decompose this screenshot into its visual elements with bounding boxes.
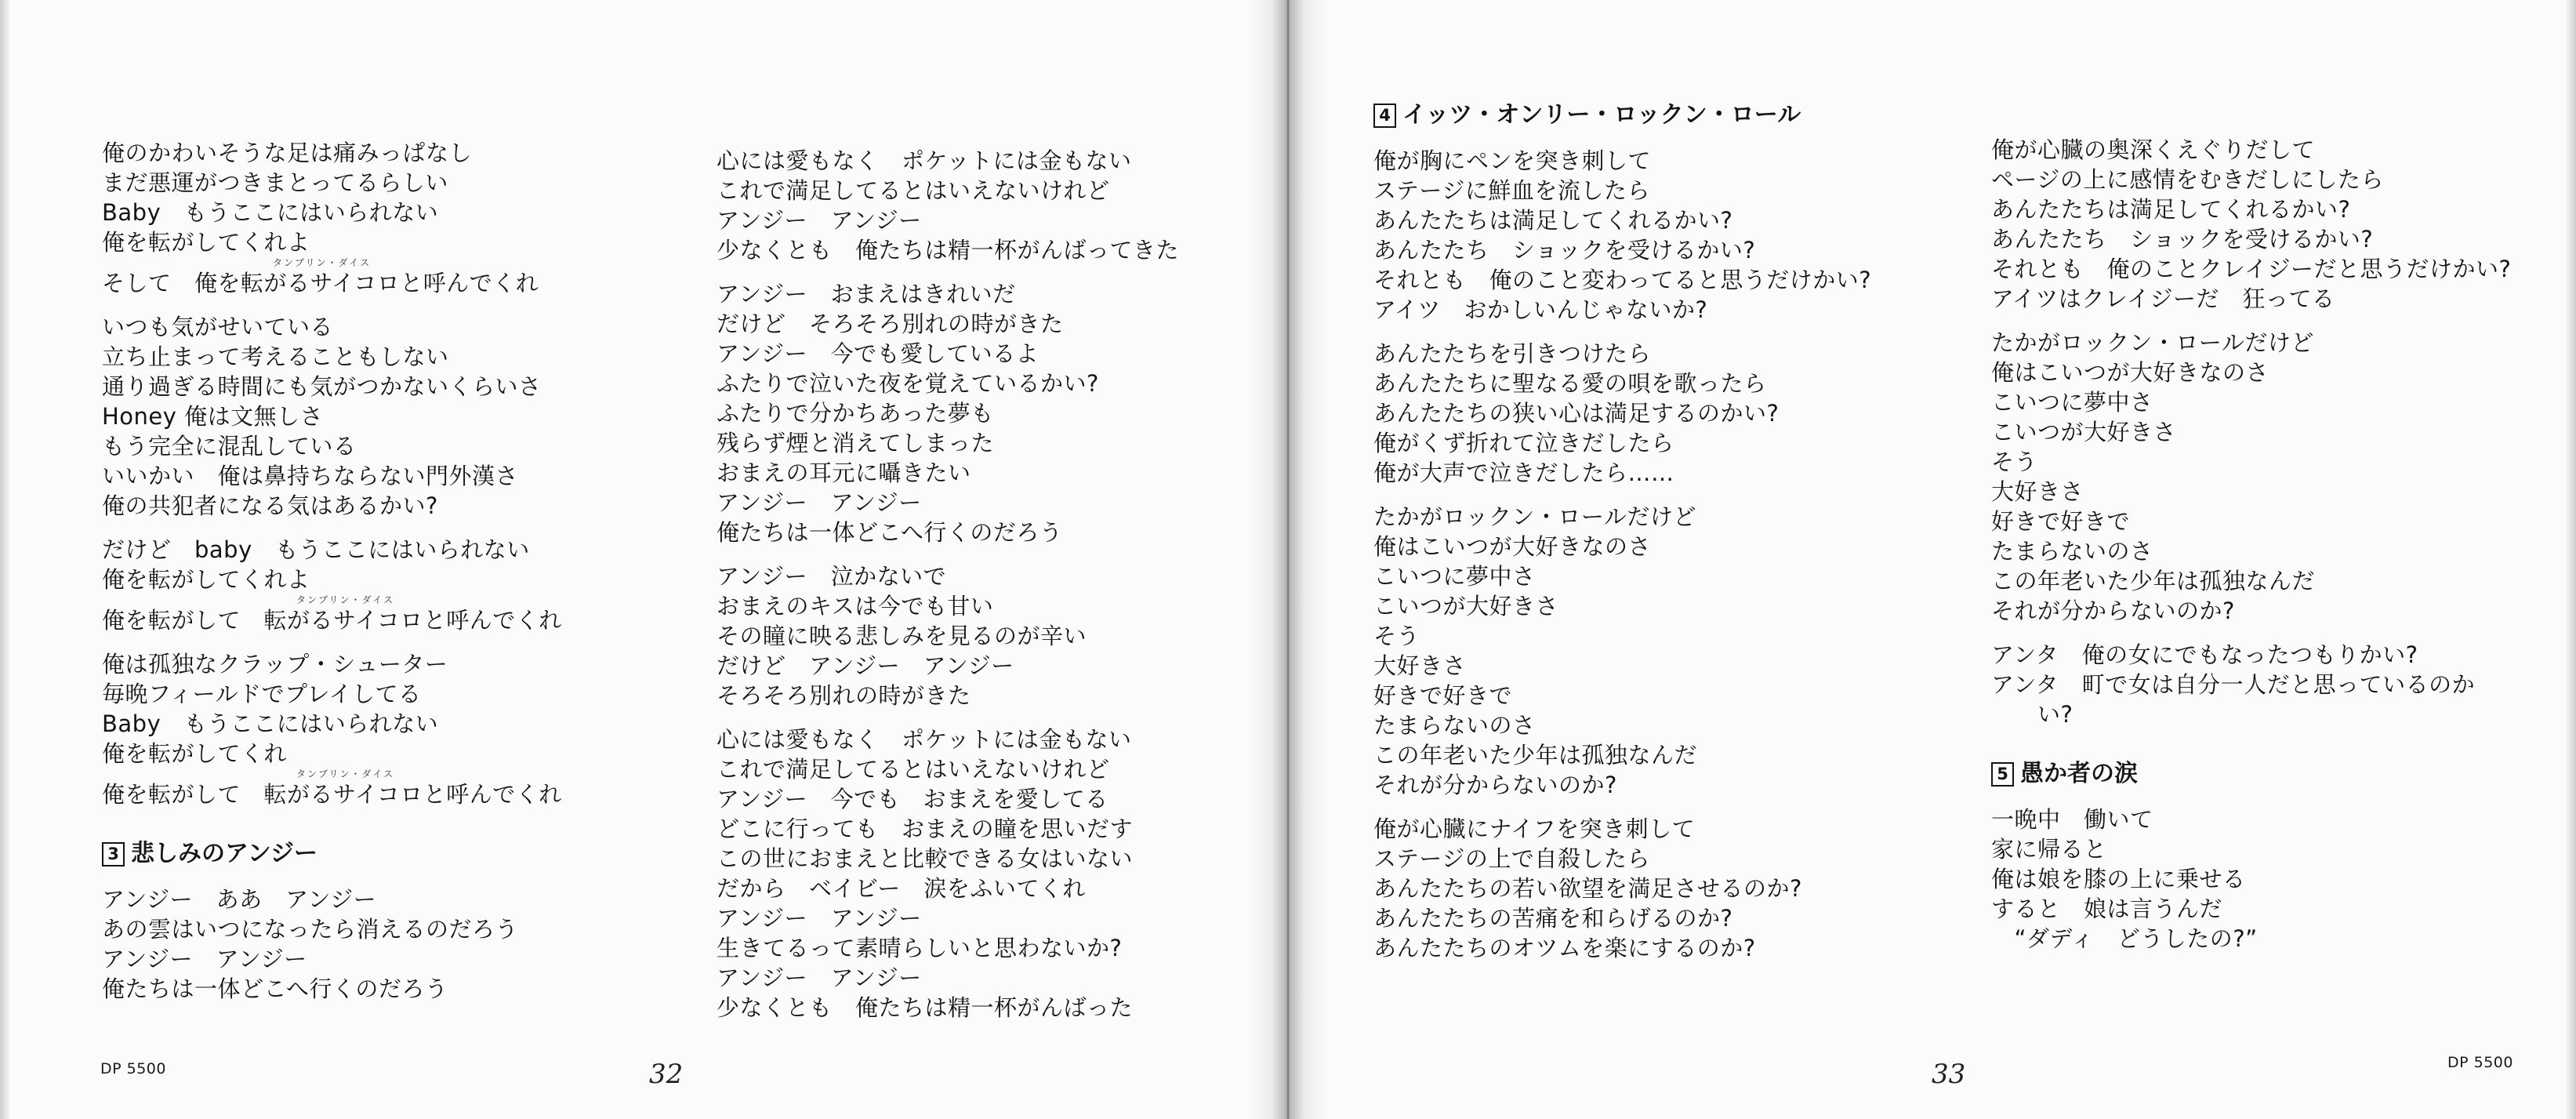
- track-number-badge: 4: [1373, 104, 1396, 128]
- lyric-line: 俺はこいつが大好きなのさ: [1373, 533, 1652, 560]
- fools-tears-verse-1: [1991, 805, 2524, 954]
- left-page-column-1: [102, 138, 706, 1004]
- right-page-column-1: [1373, 99, 1969, 963]
- lyric-line: アンジー アンジー: [717, 965, 922, 991]
- lyric-line: いつも気がせいている: [102, 314, 334, 340]
- tumbling-dice-verse-4: [102, 649, 706, 809]
- lyric-line: あんたたち ショックを受けるかい?: [1373, 237, 1756, 263]
- track-title: 愚か者の涙: [2020, 760, 2138, 787]
- left-page-column-2: [717, 146, 1234, 1023]
- track-number-badge: 5: [1991, 762, 2014, 787]
- lyric-line: おまえの耳元に囁きたい: [717, 460, 971, 486]
- angie-verse-3: [717, 279, 1234, 547]
- rock-n-roll-verse-3: [1373, 814, 1969, 963]
- track-number-badge: 3: [102, 842, 125, 866]
- lyric-line: 大好きさ: [1991, 478, 2084, 505]
- lyric-line: こいつに夢中さ: [1373, 563, 1536, 590]
- lyric-line: まだ悪運がつきまとってるらしい: [102, 169, 448, 196]
- lyric-line: あんたたちは満足してくれるかい?: [1991, 196, 2351, 223]
- track-heading-its-only-rock-n-roll: [1373, 99, 1969, 132]
- lyric-line: どこに行っても おまえの瞳を思いだす: [717, 816, 1134, 842]
- lyric-line: あんたたち ショックを受けるかい?: [1991, 226, 2374, 253]
- lyric-line: たかがロックン・ロールだけど: [1373, 503, 1696, 530]
- lyric-line: 俺を転がして 転がるサイコロと呼んでくれ: [102, 607, 562, 634]
- lyric-line: こいつが大好きさ: [1991, 419, 2177, 445]
- lyric-line: それとも 俺のこと変わってると思うだけかい?: [1373, 267, 1872, 293]
- lyric-line: アンジー おまえはきれいだ: [717, 281, 1016, 307]
- lyric-line: 通り過ぎる時間にも気がつかないくらいさ: [102, 373, 542, 400]
- lyric-line: だけど そろそろ別れの時がきた: [717, 311, 1064, 337]
- lyric-line: この年老いた少年は孤独なんだ: [1991, 568, 2316, 594]
- lyric-line: そろそろ別れの時がきた: [717, 682, 971, 709]
- angie-verse-1: [102, 885, 706, 1004]
- lyric-line: すると 娘は言うんだ: [1991, 896, 2223, 922]
- rock-n-roll-verse-4: [1991, 135, 2524, 314]
- lyric-line: 好きで好きで: [1991, 508, 2131, 535]
- lyric-line: 俺が心臓の奥深くえぐりだして: [1991, 136, 2316, 163]
- book-gutter: [1246, 0, 1330, 1119]
- lyric-line: アンジー アンジー: [717, 905, 922, 932]
- lyric-line: ふたりで泣いた夜を覚えているかい?: [717, 370, 1099, 397]
- track-heading-fools-tears: [1991, 758, 2524, 790]
- track-heading-angie: [102, 837, 706, 870]
- lyric-line: そう: [1373, 623, 1420, 649]
- lyric-line: アンジー ああ アンジー: [102, 886, 377, 913]
- lyric-line: 少なくとも 俺たちは精一杯がんばった: [717, 994, 1134, 1021]
- lyric-line: 俺がくず折れて泣きだしたら: [1373, 430, 1674, 456]
- tumbling-dice-verse-1: [102, 138, 706, 298]
- lyric-line: 俺は娘を膝の上に乗せる: [1991, 866, 2246, 892]
- lyric-line: これで満足してるとはいえないけれど: [717, 177, 1110, 204]
- lyric-line: アンジー 今でも愛しているよ: [717, 340, 1039, 367]
- lyric-line: 俺は孤独なクラップ・シューター: [102, 651, 448, 678]
- lyric-line: 残らず煙と消えてしまった: [717, 430, 995, 456]
- track-title: 悲しみのアンジー: [131, 840, 318, 867]
- angie-verse-5: [717, 725, 1234, 1023]
- lyric-line: おまえのキスは今でも甘い: [717, 593, 994, 619]
- track-title: イッツ・オンリー・ロックン・ロール: [1402, 101, 1801, 129]
- lyric-line: アンジー 泣かないで: [717, 563, 947, 590]
- lyric-line: 俺たちは一体どこへ行くのだろう: [717, 519, 1063, 546]
- lyric-line: ステージの上で自殺したら: [1373, 845, 1650, 872]
- lyric-line: ふたりで分かちあった夢も: [717, 400, 994, 427]
- lyric-line: あんたたちの苦痛を和らげるのか?: [1373, 905, 1733, 932]
- catalog-number: DP 5500: [2447, 1054, 2513, 1071]
- lyric-line: たまらないのさ: [1991, 538, 2153, 565]
- lyric-line: Baby もうここにはいられない: [102, 199, 439, 226]
- lyric-line: アンタ 町で女は自分一人だと思っているのか: [1991, 671, 2476, 698]
- lyric-line: 生きてるって素晴らしいと思わないか?: [717, 935, 1123, 961]
- lyric-line: 心には愛もなく ポケットには金もない: [717, 147, 1132, 174]
- furigana-row: [102, 768, 706, 779]
- lyric-line: そして 俺を転がるサイコロと呼んでくれ: [102, 270, 539, 296]
- lyric-line: アンジー 今でも おまえを愛してる: [717, 786, 1108, 812]
- lyric-line: あんたたちの狭い心は満足するのかい?: [1373, 400, 1780, 427]
- lyric-line: アンジー アンジー: [717, 489, 922, 516]
- lyric-line: 俺はこいつが大好きなのさ: [1991, 359, 2269, 386]
- furigana: タンブリン・ダイス: [296, 594, 395, 605]
- lyric-line: だから ベイビー 涙をふいてくれ: [717, 875, 1086, 902]
- catalog-number: DP 5500: [100, 1060, 166, 1077]
- lyric-line: 好きで好きで: [1373, 682, 1513, 709]
- lyric-line: 俺を転がして 転がるサイコロと呼んでくれ: [102, 781, 562, 808]
- lyric-line: 俺を転がしてくれ: [102, 740, 288, 767]
- tumbling-dice-verse-2: [102, 312, 706, 521]
- lyric-line: Honey 俺は文無しさ: [102, 403, 324, 430]
- rock-n-roll-verse-1: [1373, 146, 1969, 325]
- tumbling-dice-verse-3: [102, 535, 706, 635]
- furigana: タンブリン・ダイス: [296, 768, 395, 779]
- page-number: 33: [1932, 1059, 1966, 1090]
- page-edge-shadow: [0, 0, 11, 1119]
- lyric-line: い?: [1991, 701, 2073, 728]
- lyric-line: この年老いた少年は孤独なんだ: [1373, 742, 1698, 768]
- lyric-line: そう: [1991, 449, 2038, 475]
- lyric-line: 立ち止まって考えることもしない: [102, 343, 449, 370]
- lyric-line: これで満足してるとはいえないけれど: [717, 756, 1110, 783]
- lyric-line: 俺が胸にペンを突き刺して: [1373, 147, 1652, 174]
- angie-verse-2: [717, 146, 1234, 265]
- lyric-line: アイツはクレイジーだ 狂ってる: [1991, 285, 2335, 312]
- lyric-line: あんたたちを引きつけたら: [1373, 340, 1652, 367]
- lyric-line: 俺が心臓にナイフを突き刺して: [1373, 816, 1696, 842]
- lyric-line: 心には愛もなく ポケットには金もない: [717, 726, 1132, 753]
- lyric-line: その瞳に映る悲しみを見るのが辛い: [717, 623, 1087, 649]
- lyric-line: “ダディ どうしたの?”: [1991, 925, 2258, 952]
- lyric-line: 大好きさ: [1373, 652, 1467, 679]
- lyric-line: アンジー アンジー: [102, 946, 307, 972]
- lyric-line: それが分からないのか?: [1373, 772, 1617, 798]
- lyric-line: あんたたちのオツムを楽にするのか?: [1373, 935, 1756, 961]
- angie-verse-4: [717, 561, 1234, 710]
- rock-n-roll-verse-2: [1373, 339, 1969, 488]
- rock-n-roll-chorus-1: [1373, 502, 1969, 800]
- rock-n-roll-verse-5: [1991, 640, 2524, 729]
- lyric-line: だけど アンジー アンジー: [717, 652, 1014, 679]
- lyric-line: 家に帰ると: [1991, 836, 2107, 863]
- furigana: タンブリン・ダイス: [273, 257, 372, 268]
- lyric-line: あんたたちの若い欲望を満足させるのか?: [1373, 875, 1802, 902]
- lyric-line: 俺の共犯者になる気はあるかい?: [102, 492, 438, 519]
- lyric-line: 毎晩フィールドでプレイしてる: [102, 681, 422, 707]
- lyric-line: ステージに鮮血を流したら: [1373, 177, 1650, 204]
- furigana-row: [102, 594, 706, 605]
- page-number: 32: [649, 1059, 684, 1090]
- furigana-row: [102, 257, 706, 268]
- lyric-line: 少なくとも 俺たちは精一杯がんばってきた: [717, 237, 1180, 263]
- lyric-line: あんたたちは満足してくれるかい?: [1373, 207, 1733, 234]
- lyric-line: 俺のかわいそうな足は痛みっぱなし: [102, 140, 473, 166]
- lyric-line: たまらないのさ: [1373, 712, 1536, 739]
- lyric-line: それが分からないのか?: [1991, 598, 2235, 624]
- lyric-line: それとも 俺のことクレイジーだと思うだけかい?: [1991, 256, 2512, 282]
- lyric-line: アンジー アンジー: [717, 207, 922, 234]
- lyric-line: たかがロックン・ロールだけど: [1991, 329, 2314, 356]
- lyric-line: だけど baby もうここにはいられない: [102, 536, 530, 563]
- lyric-line: ページの上に感情をむきだしにしたら: [1991, 166, 2384, 193]
- lyric-line: あの雲はいつになったら消えるのだろう: [102, 916, 519, 943]
- lyric-line: Baby もうここにはいられない: [102, 710, 439, 737]
- lyric-line: 一晩中 働いて: [1991, 806, 2153, 833]
- lyric-line: あんたたちに聖なる愛の唄を歌ったら: [1373, 370, 1767, 397]
- lyric-line: 俺を転がしてくれよ: [102, 229, 310, 256]
- rock-n-roll-chorus-2: [1991, 328, 2524, 626]
- lyric-line: いいかい 俺は鼻持ちならない門外漢さ: [102, 463, 519, 489]
- lyric-line: こいつに夢中さ: [1991, 389, 2153, 416]
- lyric-line: アンタ 俺の女にでもなったつもりかい?: [1991, 641, 2418, 668]
- lyric-line: アイツ おかしいんじゃないか?: [1373, 296, 1708, 323]
- lyric-line: 俺を転がしてくれよ: [102, 566, 310, 593]
- page-edge-shadow: [2565, 0, 2576, 1119]
- lyric-line: もう完全に混乱している: [102, 433, 357, 460]
- lyric-line: こいつが大好きさ: [1373, 593, 1559, 619]
- lyric-line: この世におまえと比較できる女はいない: [717, 845, 1134, 872]
- lyric-line: 俺が大声で泣きだしたら……: [1373, 460, 1674, 486]
- right-page-column-2: [1991, 135, 2524, 954]
- lyric-line: 俺たちは一体どこへ行くのだろう: [102, 975, 448, 1002]
